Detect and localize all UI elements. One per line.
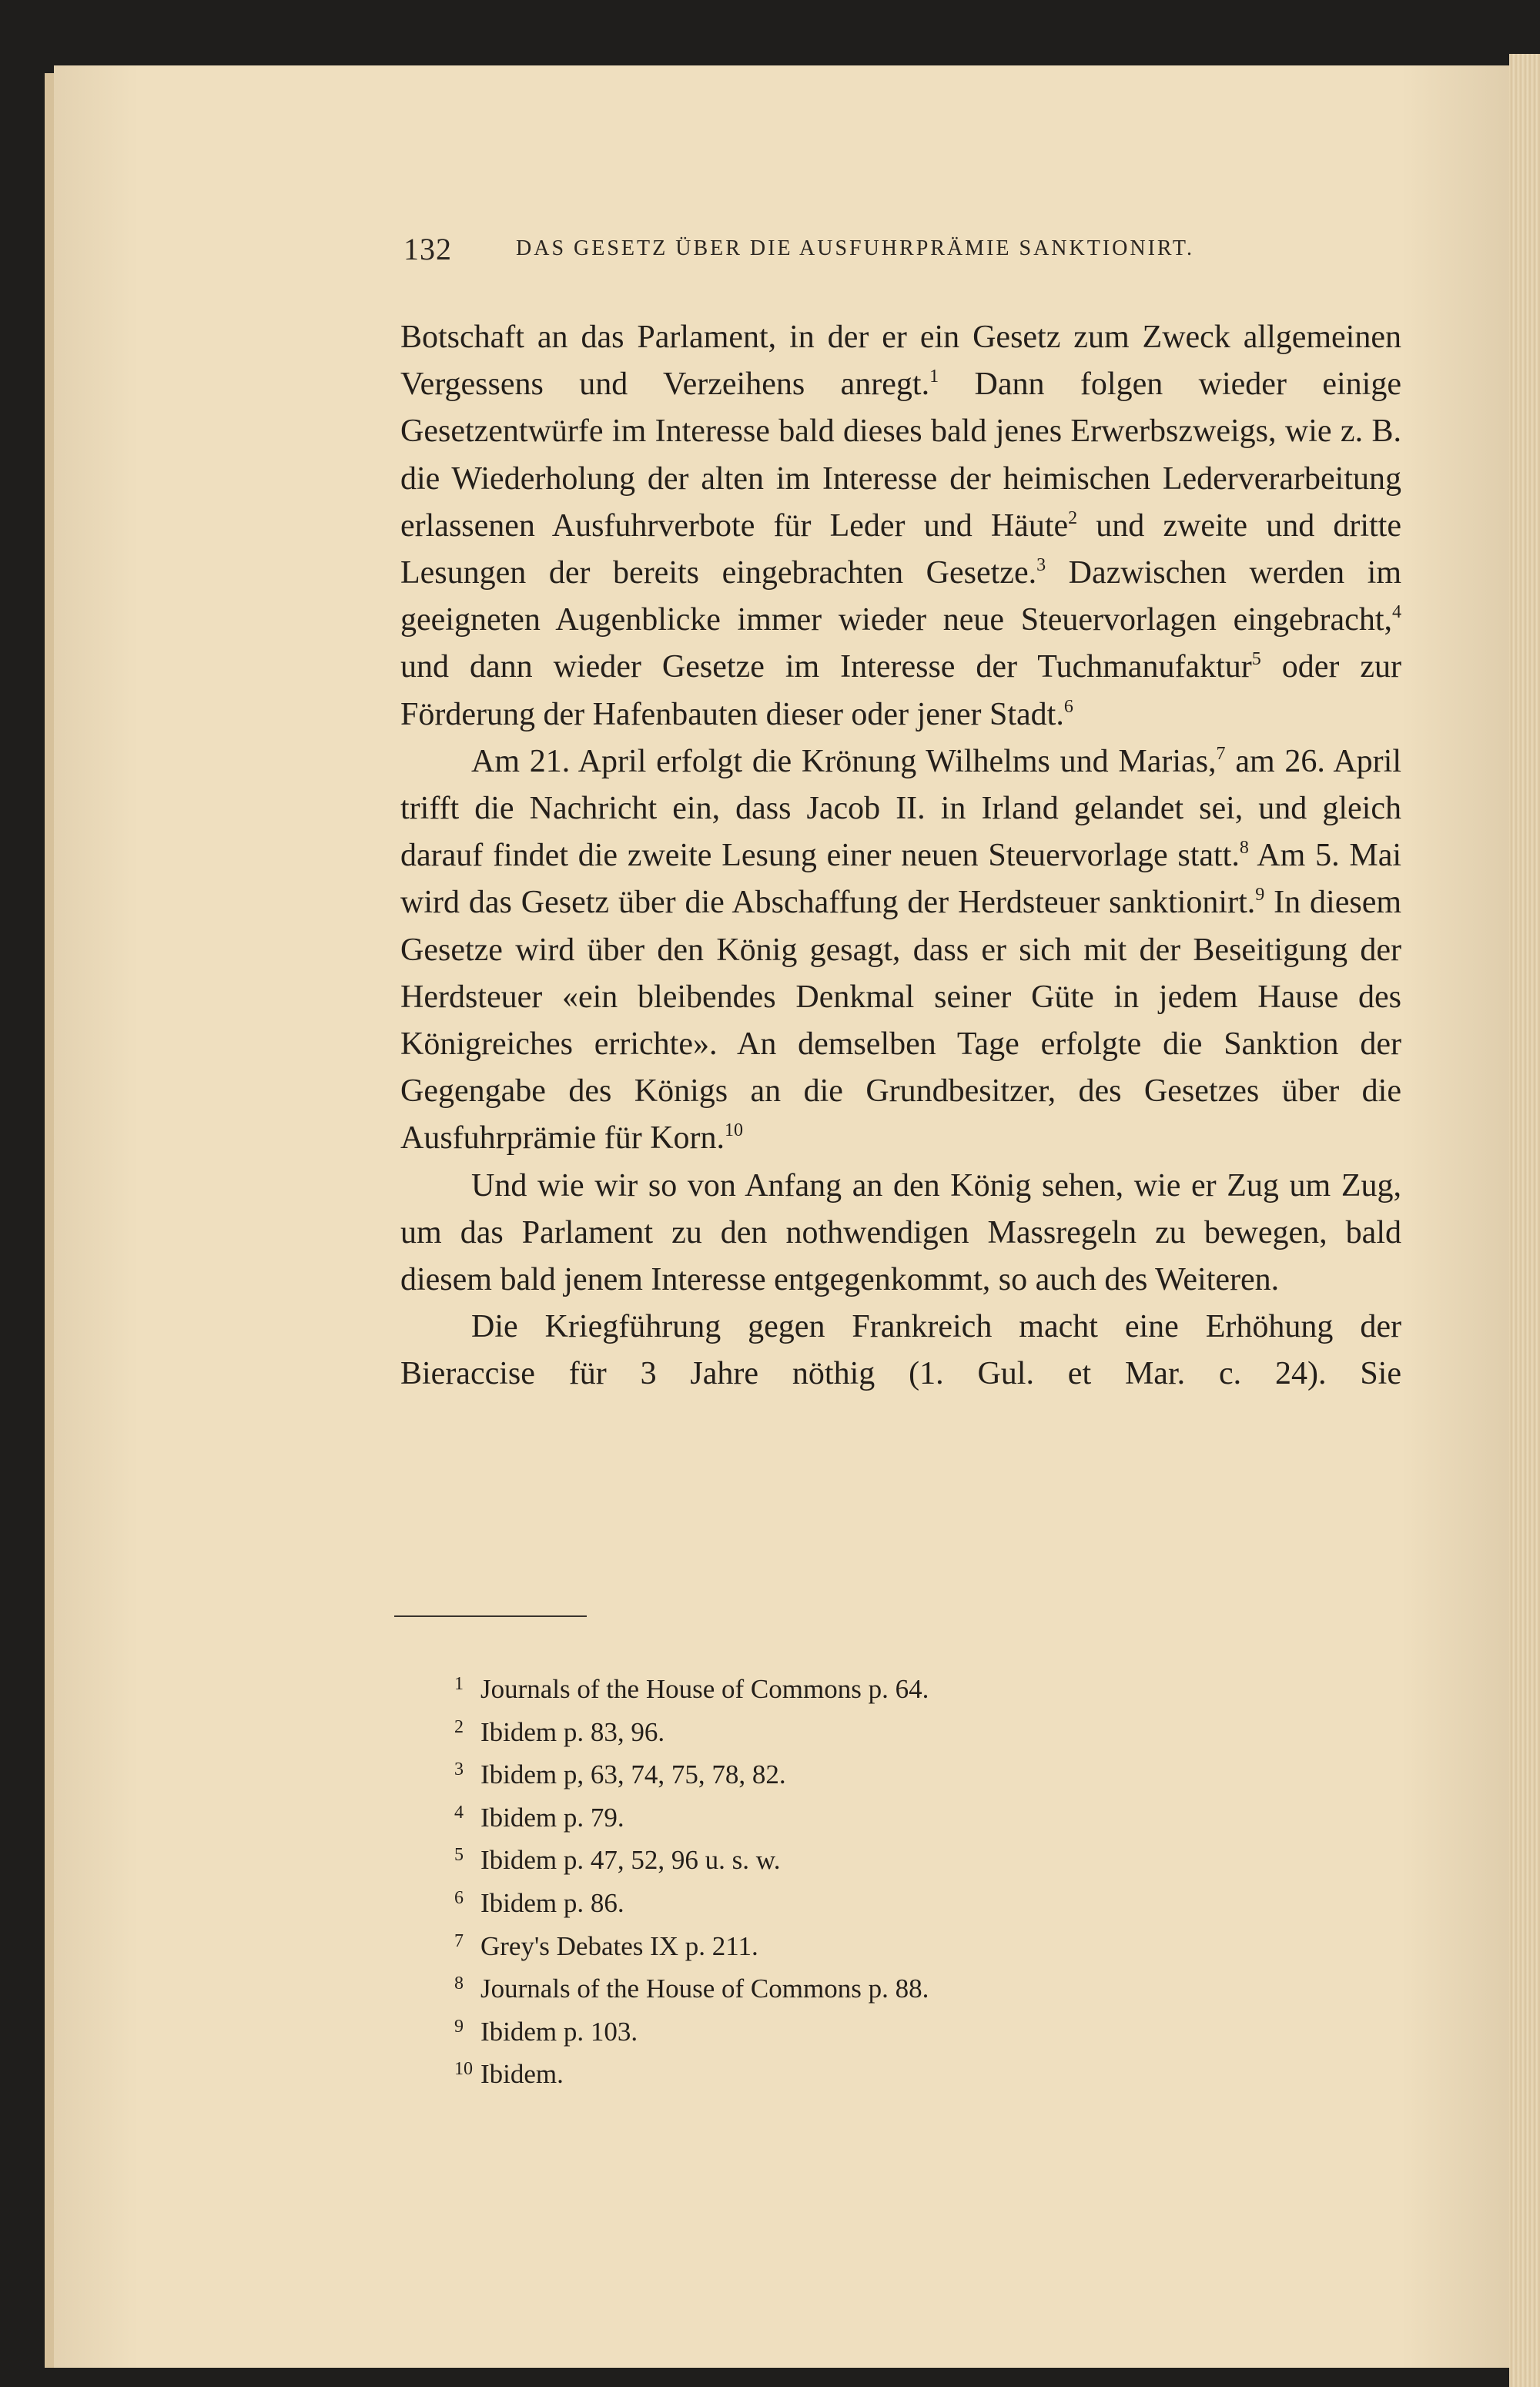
footnote-text: Journals of the House of Commons p. 64. bbox=[480, 1674, 929, 1704]
footnote-text: Ibidem p. 86. bbox=[480, 1887, 624, 1918]
footnote-8 bbox=[454, 1967, 1378, 2010]
footnote-number: 5 bbox=[454, 1845, 464, 1866]
footnote-text: Grey's Debates IX p. 211. bbox=[480, 1930, 758, 1961]
paragraph-1 bbox=[400, 314, 1401, 738]
footnote-number: 6 bbox=[454, 1887, 464, 1908]
footnote-5 bbox=[454, 1839, 1378, 1882]
running-head bbox=[403, 231, 1327, 274]
footnote-ref-9[interactable]: 9 bbox=[1255, 885, 1265, 906]
footnote-text: Ibidem. bbox=[480, 2059, 564, 2090]
page-edge bbox=[1509, 54, 1540, 2387]
text-run: und dann wieder Gesetze im Interesse der Tuchmanufaktur bbox=[400, 649, 1252, 685]
footnote-number: 8 bbox=[454, 1974, 464, 1994]
running-title: DAS GESETZ ÜBER DIE AUSFUHRPRÄMIE SANKTIONIRT. bbox=[516, 236, 1194, 260]
footnote-text: Ibidem p. 103. bbox=[480, 2016, 638, 2047]
footnote-6 bbox=[454, 1882, 1378, 1925]
footnote-10 bbox=[454, 2053, 1378, 2096]
footnote-ref-4[interactable]: 4 bbox=[1392, 602, 1401, 623]
text-run: Dann folgen wieder einige Gesetzentwürfe im Interesse bald dieses bald jenes Erwerbszweigs, wie z. B. die Wiederholung der alten im Interesse der heimischen Lederverarbeitung erlassenen Ausfuhrverbote für Leder und Häute bbox=[400, 367, 1401, 544]
paragraph-2 bbox=[400, 738, 1401, 1163]
footnote-text: Ibidem p. 83, 96. bbox=[480, 1716, 665, 1747]
footnote-2 bbox=[454, 1711, 1378, 1754]
footnote-text: Ibidem p. 79. bbox=[480, 1802, 624, 1833]
footnote-divider bbox=[394, 1615, 587, 1617]
footnote-ref-10[interactable]: 10 bbox=[725, 1120, 744, 1141]
footnote-text: Ibidem p, 63, 74, 75, 78, 82. bbox=[480, 1759, 786, 1790]
footnote-ref-1[interactable]: 1 bbox=[929, 367, 939, 387]
footnote-ref-6[interactable]: 6 bbox=[1063, 696, 1073, 717]
text-run: am 26. April trifft die Nachricht ein, dass Jacob II. in Irland gelandet sei, und gleich darauf findet die zweite Lesung einer neuen Steuervorlage statt. bbox=[400, 743, 1401, 874]
footnote-ref-8[interactable]: 8 bbox=[1239, 838, 1249, 859]
paragraph-4: Die Kriegführung gegen Frankreich macht eine Erhöhung der Bieraccise für 3 Jahre nöthig (1. Gul. et Mar. c. 24). Sie bbox=[400, 1309, 1401, 1392]
footnote-1 bbox=[454, 1668, 1378, 1711]
footnote-number: 4 bbox=[454, 1802, 464, 1823]
paragraph-3: Und wie wir so von Anfang an den König sehen, wie er Zug um Zug, um das Parlament zu den nothwendigen Massregeln zu bewegen, bald diesem bald jenem Interesse entgegenkommt, so auch des Weiteren. bbox=[400, 1167, 1401, 1298]
footnote-text: Ibidem p. 47, 52, 96 u. s. w. bbox=[480, 1845, 781, 1876]
footnote-number: 10 bbox=[454, 2059, 473, 2080]
text-run: Am 5. Mai wird das Gesetz über die Abschaffung der Herdsteuer sanktionirt. bbox=[400, 838, 1401, 921]
text-run: Dazwischen werden im geeigneten Augenblicke immer wieder neue Steuervorlagen eingebracht, bbox=[400, 555, 1401, 638]
footnote-ref-5[interactable]: 5 bbox=[1251, 649, 1261, 670]
text-run: Am 21. April erfolgt die Krönung Wilhelms und Marias, bbox=[471, 743, 1217, 779]
footnote-ref-2[interactable]: 2 bbox=[1068, 507, 1078, 528]
footnote-number: 1 bbox=[454, 1674, 464, 1694]
footnotes bbox=[454, 1668, 1378, 2096]
text-run: Botschaft an das Parlament, in der er ein Gesetz zum Zweck allgemeinen Vergessens und Verzeihens anregt. bbox=[400, 320, 1401, 403]
text-run: In diesem Gesetze wird über den König gesagt, dass er sich mit der Beseitigung der Herdsteuer «ein bleibendes Denkmal seiner Güte in jedem Hause des Königreiches errichte». An demselben Tage erfolgte die Sanktion der Gegengabe des Königs an die Grundbesitzer, des Gesetzes über die Ausfuhrprämie für Korn. bbox=[400, 885, 1401, 1157]
page-number: 132 bbox=[403, 232, 452, 266]
footnote-4 bbox=[454, 1796, 1378, 1840]
footnote-number: 3 bbox=[454, 1759, 464, 1780]
footnote-9 bbox=[454, 2010, 1378, 2054]
text-run: oder zur Förderung der Hafenbauten dieser oder jener Stadt. bbox=[400, 649, 1401, 732]
body-text bbox=[400, 314, 1401, 1398]
footnote-number: 9 bbox=[454, 2016, 464, 2037]
footnote-text: Journals of the House of Commons p. 88. bbox=[480, 1974, 929, 2004]
text-run: und zweite und dritte Lesungen der bereits eingebrachten Gesetze. bbox=[400, 507, 1401, 591]
footnote-7 bbox=[454, 1925, 1378, 1968]
footnote-ref-3[interactable]: 3 bbox=[1036, 555, 1046, 576]
footnote-number: 7 bbox=[454, 1930, 464, 1951]
footnote-ref-7[interactable]: 7 bbox=[1216, 743, 1226, 764]
footnote-number: 2 bbox=[454, 1716, 464, 1737]
footnote-3 bbox=[454, 1753, 1378, 1796]
